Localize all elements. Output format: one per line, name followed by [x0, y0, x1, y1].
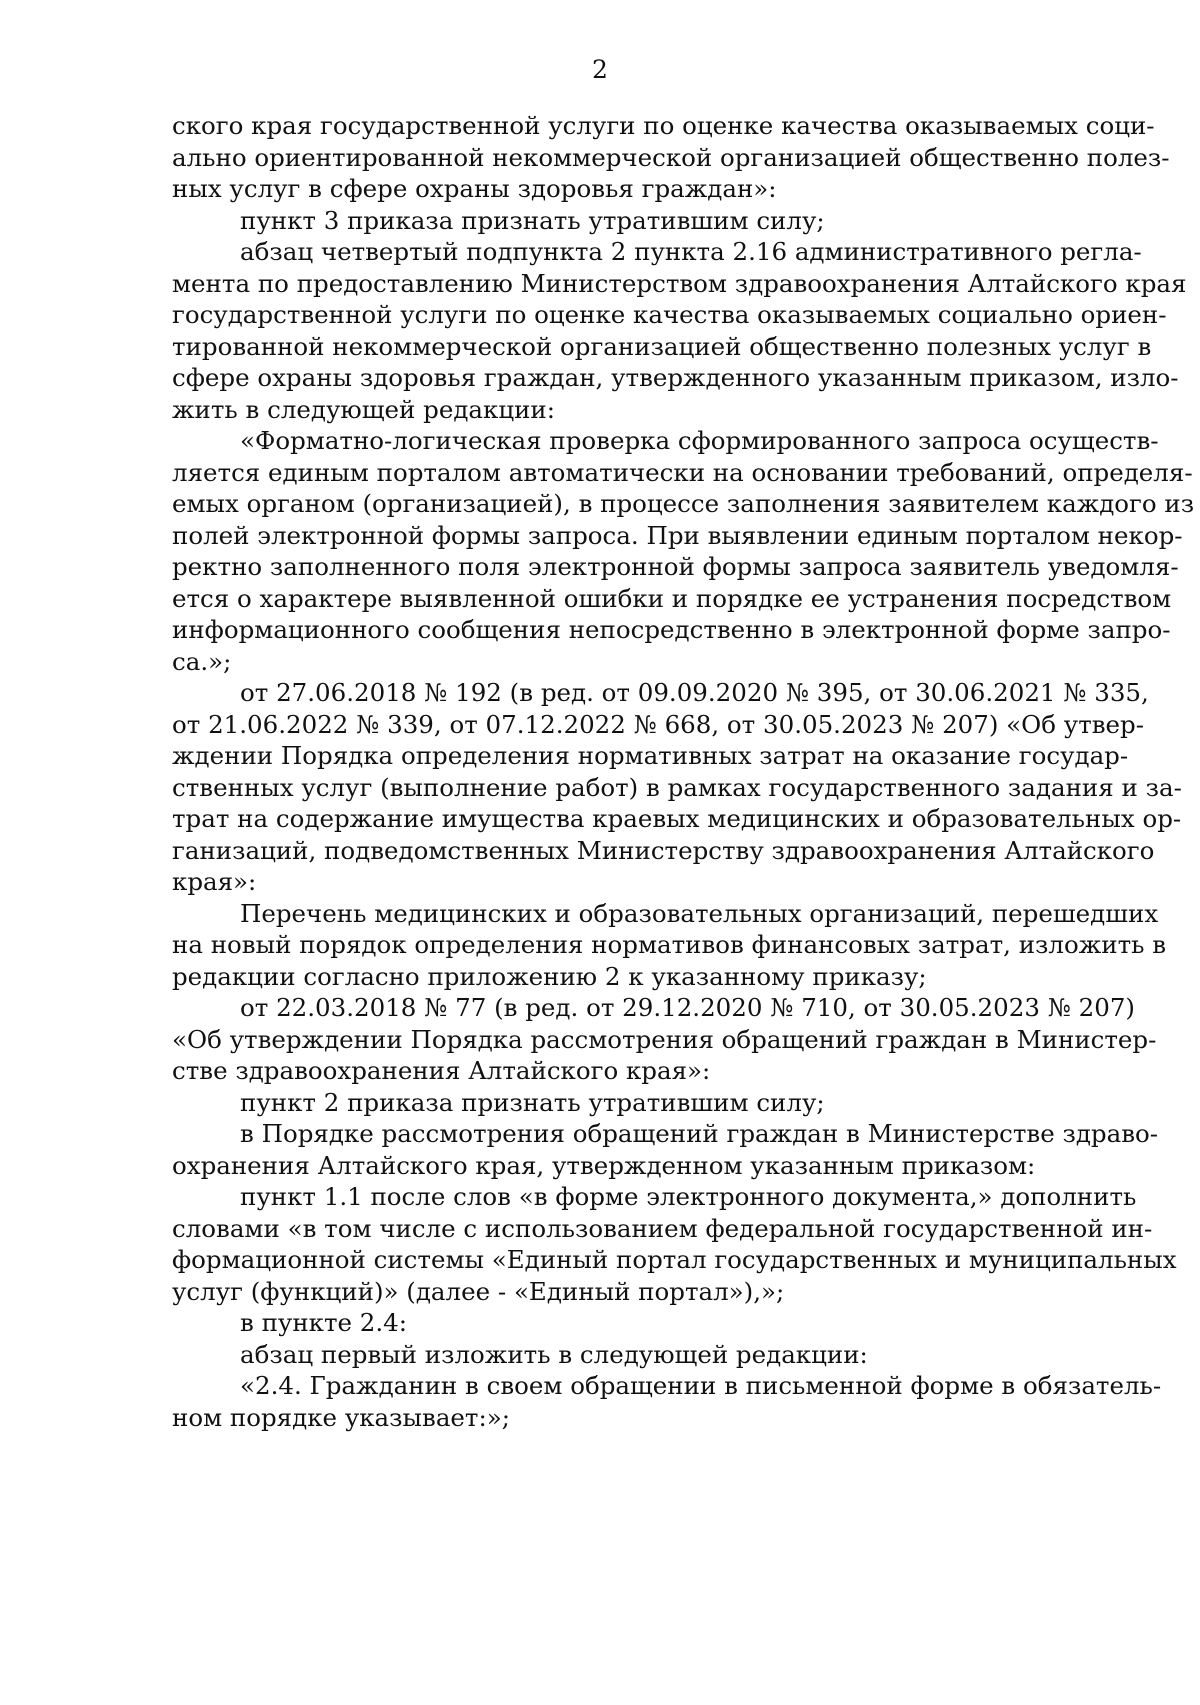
text-line: ганизаций, подведомственных Министерству здравоохранения Алтайского — [172, 835, 1155, 865]
text-line: государственной услуги по оценке качества оказываемых социально ориен- — [172, 300, 1167, 329]
text-line: редакции согласно приложению 2 к указанному приказу; — [172, 961, 927, 991]
text-line: емых органом (организацией), в процессе заполнения заявителем каждого из — [172, 489, 1195, 518]
text-line: «Об утверждении Порядка рассмотрения обращений граждан в Министер- — [172, 1024, 1157, 1054]
text-line: края»: — [172, 867, 257, 896]
text-line: от 22.03.2018 № 77 (в ред. от 29.12.2020 № 710, от 30.05.2023 № 207) — [240, 993, 1135, 1022]
text-line: словами «в том числе с использованием федеральной государственной ин- — [172, 1213, 1153, 1243]
text-line: сфере охраны здоровья граждан, утвержденного указанным приказом, изло- — [172, 363, 1179, 392]
text-line: абзац четвертый подпункта 2 пункта 2.16 административного регла- — [240, 237, 1142, 266]
text-line: ждении Порядка определения нормативных затрат на оказание государ- — [172, 741, 1129, 770]
text-line: в Порядке рассмотрения обращений граждан в Министерстве здраво- — [240, 1119, 1159, 1148]
text-line: мента по предоставлению Министерством здравоохранения Алтайского края — [172, 268, 1187, 298]
text-line: ном порядке указывает:»; — [172, 1402, 510, 1432]
text-line: абзац первый изложить в следующей редакции: — [240, 1339, 868, 1369]
text-line: от 21.06.2022 № 339, от 07.12.2022 № 668, от 30.05.2023 № 207) «Об утвер- — [172, 709, 1145, 739]
text-line: ально ориентированной некоммерческой организацией общественно полез- — [172, 142, 1170, 172]
text-line: пункт 1.1 после слов «в форме электронного документа,» дополнить — [240, 1182, 1137, 1211]
text-line: «Форматно-логическая проверка сформированного запроса осуществ- — [240, 426, 1159, 455]
text-line: на новый порядок определения нормативов финансовых затрат, изложить в — [172, 930, 1167, 959]
text-line: Перечень медицинских и образовательных организаций, перешедших — [240, 898, 1159, 928]
text-line: полей электронной формы запроса. При выявлении единым порталом некор- — [172, 520, 1183, 550]
text-line: ственных услуг (выполнение работ) в рамках государственного задания и за- — [172, 772, 1182, 802]
text-line: формационной системы «Единый портал государственных и муниципальных — [172, 1245, 1177, 1274]
text-line: услуг (функций)» (далее - «Единый портал»),»; — [172, 1276, 785, 1306]
text-line: тированной некоммерческой организацией общественно полезных услуг в — [172, 331, 1152, 361]
text-line: информационного сообщения непосредственно в электронной форме запро- — [172, 615, 1171, 644]
text-line: охранения Алтайского края, утвержденном указанным приказом: — [172, 1150, 1036, 1180]
page-number: 2 — [592, 55, 608, 84]
text-line: ется о характере выявленной ошибки и порядке ее устранения посредством — [172, 583, 1172, 613]
text-line: жить в следующей редакции: — [172, 394, 555, 424]
text-line: в пункте 2.4: — [240, 1308, 408, 1337]
text-line: ляется единым порталом автоматически на основании требований, определя- — [172, 457, 1193, 487]
text-line: ского края государственной услуги по оценке качества оказываемых соци- — [172, 111, 1155, 140]
text-line: «2.4. Гражданин в своем обращении в письменной форме в обязатель- — [240, 1371, 1162, 1400]
text-line: пункт 2 приказа признать утратившим силу; — [240, 1087, 825, 1117]
text-line: трат на содержание имущества краевых медицинских и образовательных ор- — [172, 804, 1182, 833]
text-line: ных услуг в сфере охраны здоровья граждан»: — [172, 174, 777, 203]
document-body — [172, 110, 1195, 1433]
text-line: пункт 3 приказа признать утратившим силу; — [240, 205, 825, 235]
text-line: стве здравоохранения Алтайского края»: — [172, 1056, 711, 1085]
text-line: ректно заполненного поля электронной формы запроса заявитель уведомля- — [172, 552, 1179, 581]
text-line: са.»; — [172, 646, 232, 676]
text-line: от 27.06.2018 № 192 (в ред. от 09.09.2020 № 395, от 30.06.2021 № 335, — [240, 678, 1149, 707]
